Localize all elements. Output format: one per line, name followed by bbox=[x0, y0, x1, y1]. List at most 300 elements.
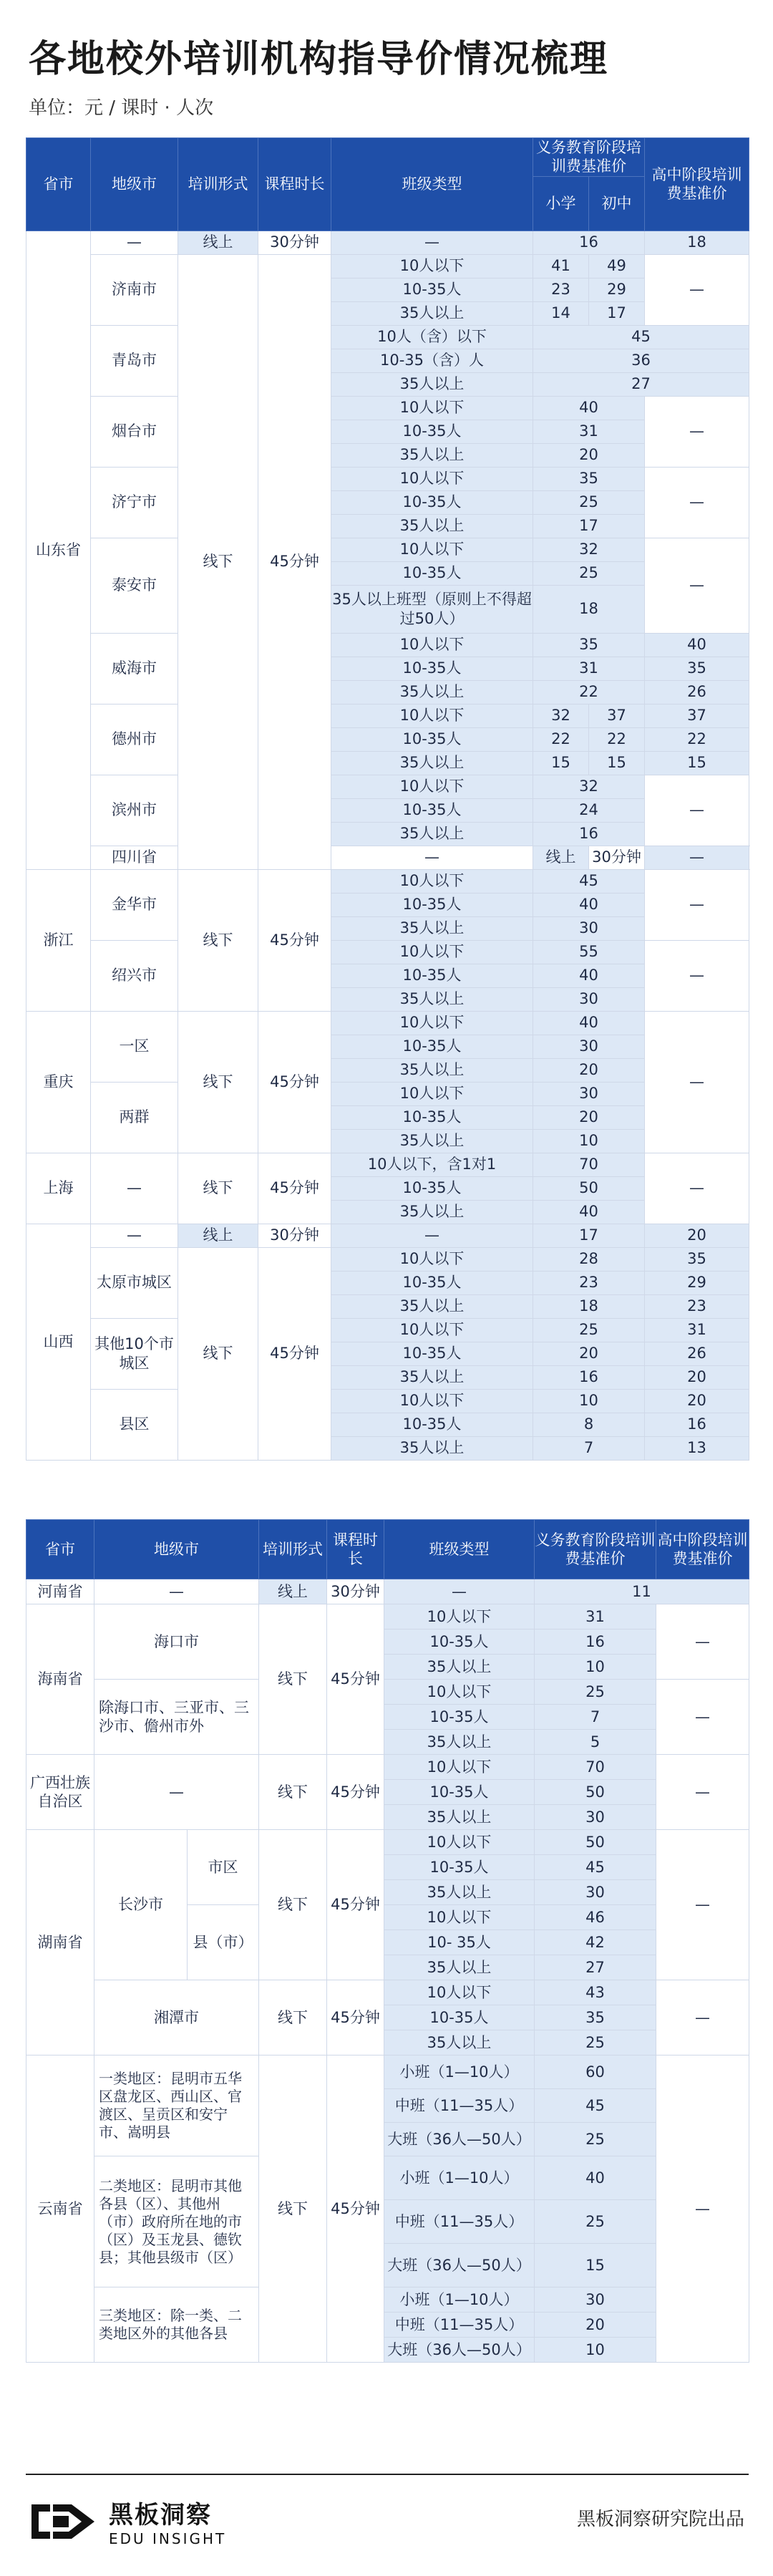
cell-city: 烟台市 bbox=[91, 396, 178, 467]
cell-value: 31 bbox=[645, 1318, 749, 1342]
brand-logo bbox=[29, 2495, 226, 2547]
cell-value: 40 bbox=[535, 2156, 656, 2200]
cell-class: 10人以下 bbox=[384, 1830, 535, 1855]
footer-divider bbox=[26, 2474, 749, 2475]
cell-city: 三类地区：除一类、二类地区外的其他各县 bbox=[94, 2287, 259, 2363]
cell-city: — bbox=[94, 1755, 259, 1830]
cell-class: 10人以下 bbox=[331, 633, 533, 657]
cell-class: 10人以下 bbox=[331, 775, 533, 798]
cell-class: 小班（1—10人） bbox=[384, 2156, 535, 2200]
cell-value: 28 bbox=[533, 1247, 645, 1271]
cell-value: 15 bbox=[533, 751, 589, 775]
cell-class: 35人以上 bbox=[384, 1805, 535, 1830]
cell-class: 10人以下 bbox=[331, 940, 533, 964]
cell-class: 10人以下 bbox=[331, 869, 533, 893]
cell-value: 10 bbox=[533, 1389, 645, 1413]
cell-value: 35 bbox=[645, 1247, 749, 1271]
cell-value: 16 bbox=[645, 1413, 749, 1436]
cell-value: 25 bbox=[533, 1318, 645, 1342]
cell-duration: 45分钟 bbox=[327, 1755, 384, 1830]
cell-value: 42 bbox=[535, 1930, 656, 1955]
cell-class: 10-35人 bbox=[331, 1176, 533, 1200]
cell-value: 35 bbox=[533, 467, 645, 490]
header-junior: 初中 bbox=[589, 176, 645, 231]
cell-province: 云南省 bbox=[26, 2056, 94, 2363]
cell-value: 20 bbox=[533, 1105, 645, 1129]
cell-class: 10-35人 bbox=[331, 798, 533, 822]
table-row bbox=[26, 940, 749, 964]
cell-form: 线下 bbox=[259, 1755, 327, 1830]
cell-city: 金华市 bbox=[91, 869, 178, 940]
cell-province: 湖南省 bbox=[26, 1830, 94, 2056]
cell-value: 17 bbox=[589, 301, 645, 325]
cell-value: 20 bbox=[645, 1365, 749, 1389]
cell-value: — bbox=[656, 1980, 749, 2056]
cell-value: 55 bbox=[533, 940, 645, 964]
cell-value: 15 bbox=[645, 751, 749, 775]
cell-class: 35人以上 bbox=[331, 1436, 533, 1460]
cell-value: 30 bbox=[535, 1880, 656, 1905]
cell-value: 43 bbox=[535, 1980, 656, 2005]
cell-class: 大班（36人—50人） bbox=[384, 2338, 535, 2363]
cell-value: 25 bbox=[535, 1680, 656, 1705]
cell-city: 一区 bbox=[91, 1011, 178, 1082]
cell-value: 31 bbox=[533, 657, 645, 680]
table-row bbox=[26, 1318, 749, 1342]
cell-value: 11 bbox=[535, 1579, 749, 1604]
cell-class: 35人以上 bbox=[384, 1955, 535, 1980]
header-senior: 高中阶段培训费基准价 bbox=[656, 1520, 749, 1579]
cell-value: 18 bbox=[533, 1294, 645, 1318]
cell-value: 37 bbox=[589, 704, 645, 727]
page-title: 各地校外培训机构指导价情况梳理 bbox=[29, 38, 609, 81]
cell-value: 37 bbox=[645, 704, 749, 727]
cell-value: 45 bbox=[535, 1855, 656, 1880]
cell-value: 17 bbox=[533, 1224, 645, 1247]
cell-city: 其他10个市城区 bbox=[91, 1318, 178, 1389]
table-row bbox=[26, 633, 749, 657]
cell-value: 32 bbox=[533, 538, 645, 561]
header-class-type: 班级类型 bbox=[331, 138, 533, 231]
table-row bbox=[26, 1980, 749, 2005]
cell-value: 45 bbox=[535, 2089, 656, 2123]
cell-class: 大班（36人—50人） bbox=[384, 2123, 535, 2156]
table-row bbox=[26, 1082, 749, 1105]
cell-class: 10人以下 bbox=[331, 254, 533, 278]
cell-city: 县区 bbox=[91, 1389, 178, 1460]
cell-class: 10人以下 bbox=[384, 1980, 535, 2005]
cell-class: 10人以下 bbox=[384, 1604, 535, 1630]
header-compulsory: 义务教育阶段培训费基准价 bbox=[535, 1520, 656, 1579]
cell-form: 线上 bbox=[259, 1579, 327, 1604]
cell-value: 22 bbox=[533, 727, 589, 751]
cell-value: 70 bbox=[535, 1755, 656, 1780]
cell-duration: 30分钟 bbox=[327, 1579, 384, 1604]
cell-duration: 45分钟 bbox=[258, 869, 331, 1011]
cell-value: 13 bbox=[645, 1436, 749, 1460]
cell-duration: 45分钟 bbox=[258, 1153, 331, 1224]
cell-class: 35人以上 bbox=[384, 2030, 535, 2056]
cell-class: 10-35人 bbox=[384, 1780, 535, 1805]
cell-class: 35人以上 bbox=[331, 751, 533, 775]
cell-class: 35人以上 bbox=[331, 680, 533, 704]
cell-value: — bbox=[656, 1604, 749, 1680]
cell-class: 10人以下 bbox=[331, 1082, 533, 1105]
cell-class: 10人以下 bbox=[331, 1011, 533, 1035]
table-row bbox=[26, 2056, 749, 2089]
cell-class: 10-35人 bbox=[331, 1105, 533, 1129]
header-form: 培训形式 bbox=[178, 138, 258, 231]
cell-value: 14 bbox=[533, 301, 589, 325]
cell-value: 30 bbox=[535, 1805, 656, 1830]
cell-value: 35 bbox=[645, 657, 749, 680]
cell-class: 大班（36人—50人） bbox=[384, 2244, 535, 2287]
credit-text: 黑板洞察研究院出品 bbox=[576, 2509, 744, 2530]
cell-class: 中班（11—35人） bbox=[384, 2089, 535, 2123]
cell-province: 重庆 bbox=[26, 1011, 91, 1153]
header-senior: 高中阶段培训费基准价 bbox=[645, 138, 749, 231]
cell-province: 四川省 bbox=[91, 846, 178, 869]
cell-value: 50 bbox=[533, 1176, 645, 1200]
cell-city: — bbox=[91, 1153, 178, 1224]
cell-value: — bbox=[645, 775, 749, 846]
cell-city: — bbox=[91, 1224, 178, 1247]
cell-class: 35人以上 bbox=[331, 1058, 533, 1082]
cell-value: 22 bbox=[589, 727, 645, 751]
cell-value: 49 bbox=[589, 254, 645, 278]
cell-class: 35人以上 bbox=[331, 514, 533, 538]
cell-class: 35人以上 bbox=[331, 1365, 533, 1389]
cell-value: 26 bbox=[645, 1342, 749, 1365]
table-row bbox=[26, 704, 749, 727]
cell-value: 30 bbox=[535, 2287, 656, 2313]
cell-value: 10 bbox=[535, 1655, 656, 1680]
cell-form: 线下 bbox=[178, 1247, 258, 1460]
header-province: 省市 bbox=[26, 138, 91, 231]
cell-value: — bbox=[656, 1755, 749, 1830]
cell-class: 35人以上 bbox=[384, 1880, 535, 1905]
cell-value: 60 bbox=[535, 2056, 656, 2089]
cell-class: 10人以下 bbox=[331, 704, 533, 727]
header-city: 地级市 bbox=[91, 138, 178, 231]
table-row bbox=[26, 1830, 749, 1855]
table-row bbox=[26, 1153, 749, 1176]
cell-class: — bbox=[645, 846, 749, 869]
cell-class: 10-35人 bbox=[331, 561, 533, 585]
cell-duration: 45分钟 bbox=[258, 254, 331, 869]
table-row bbox=[26, 2287, 749, 2313]
cell-value: 36 bbox=[533, 349, 749, 372]
cell-value: — bbox=[645, 1011, 749, 1153]
cell-city: 长沙市 bbox=[94, 1830, 188, 1980]
cell-duration: 45分钟 bbox=[327, 1604, 384, 1755]
cell-city: — bbox=[331, 846, 533, 869]
logo-name-cn: 黑板洞察 bbox=[109, 2501, 212, 2529]
cell-value: 20 bbox=[533, 1058, 645, 1082]
table-row bbox=[26, 1224, 749, 1247]
cell-class: — bbox=[331, 1224, 533, 1247]
table-row bbox=[26, 1389, 749, 1413]
table-row bbox=[26, 231, 749, 254]
cell-city: 滨州市 bbox=[91, 775, 178, 846]
cell-value: 15 bbox=[535, 2244, 656, 2287]
cell-value: 32 bbox=[533, 704, 589, 727]
cell-value: 7 bbox=[533, 1436, 645, 1460]
cell-class: 10人以下 bbox=[331, 467, 533, 490]
cell-city: 二类地区：昆明市其他各县（区）、其他州（市）政府所在地的市（区）及玉龙县、德钦县；其他县级市（区） bbox=[94, 2156, 259, 2287]
cell-value: 40 bbox=[533, 1011, 645, 1035]
table-header-row bbox=[26, 138, 749, 177]
cell-class: 小班（1—10人） bbox=[384, 2287, 535, 2313]
cell-duration: 45分钟 bbox=[327, 1980, 384, 2056]
logo-name-en: EDU INSIGHT bbox=[109, 2530, 227, 2547]
table-row bbox=[26, 1680, 749, 1705]
cell-value: 23 bbox=[533, 1271, 645, 1294]
cell-class: 35人以上 bbox=[331, 916, 533, 940]
cell-class: 35人以上 bbox=[331, 301, 533, 325]
cell-value: 16 bbox=[535, 1630, 656, 1655]
cell-value: — bbox=[645, 869, 749, 940]
cell-form: 线下 bbox=[259, 1830, 327, 1980]
cell-city: — bbox=[91, 231, 178, 254]
cell-value: 27 bbox=[535, 1955, 656, 1980]
price-table-2 bbox=[26, 1519, 749, 2363]
cell-form: 线下 bbox=[178, 1153, 258, 1224]
cell-value: — bbox=[645, 538, 749, 633]
cell-value: 30 bbox=[533, 1035, 645, 1058]
cell-city: 济宁市 bbox=[91, 467, 178, 538]
header-province: 省市 bbox=[26, 1520, 94, 1579]
cell-value: 20 bbox=[535, 2313, 656, 2338]
cell-class: 10-35人 bbox=[331, 657, 533, 680]
table-row bbox=[26, 467, 749, 490]
cell-district: 市区 bbox=[188, 1830, 259, 1905]
cell-province: 浙江 bbox=[26, 869, 91, 1011]
cell-city: 威海市 bbox=[91, 633, 178, 704]
table-row bbox=[26, 1247, 749, 1271]
cell-value: 35 bbox=[535, 2005, 656, 2030]
cell-class: 10-35（含）人 bbox=[331, 349, 533, 372]
cell-value: 41 bbox=[533, 254, 589, 278]
cell-duration: 45分钟 bbox=[327, 1830, 384, 1980]
table-row bbox=[26, 396, 749, 420]
cell-class: 10人以下 bbox=[384, 1905, 535, 1930]
cell-value: 10 bbox=[535, 2338, 656, 2363]
cell-class: 35人以上 bbox=[331, 1129, 533, 1153]
cell-province: 上海 bbox=[26, 1153, 91, 1224]
cell-class: — bbox=[384, 1579, 535, 1604]
cell-form: 线下 bbox=[178, 254, 258, 869]
cell-class: 10-35人 bbox=[384, 1855, 535, 1880]
cell-form: 线下 bbox=[259, 1980, 327, 2056]
cell-duration: 45分钟 bbox=[327, 2056, 384, 2363]
cell-city: 除海口市、三亚市、三沙市、儋州市外 bbox=[94, 1680, 259, 1755]
table-row bbox=[26, 2156, 749, 2200]
cell-city: 绍兴市 bbox=[91, 940, 178, 1011]
header-form: 培训形式 bbox=[259, 1520, 327, 1579]
cell-value: 16 bbox=[533, 1365, 645, 1389]
cell-city: 德州市 bbox=[91, 704, 178, 775]
cell-form: 线下 bbox=[259, 2056, 327, 2363]
table-row bbox=[26, 538, 749, 561]
cell-value: — bbox=[656, 1830, 749, 1980]
cell-value: — bbox=[645, 940, 749, 1011]
cell-value: 40 bbox=[533, 1200, 645, 1224]
cell-form: 线上 bbox=[178, 1224, 258, 1247]
cell-class: 10-35人 bbox=[331, 420, 533, 443]
cell-city: 泰安市 bbox=[91, 538, 178, 633]
cell-duration: 30分钟 bbox=[589, 846, 645, 869]
cell-value: 25 bbox=[533, 490, 645, 514]
cell-class: 中班（11—35人） bbox=[384, 2200, 535, 2244]
table-row bbox=[26, 1579, 749, 1604]
cell-class: 10人以下 bbox=[331, 396, 533, 420]
cell-form: 线上 bbox=[178, 231, 258, 254]
cell-value: 31 bbox=[533, 420, 645, 443]
price-table-1 bbox=[26, 137, 749, 1461]
cell-form: 线下 bbox=[259, 1604, 327, 1755]
cell-value: 17 bbox=[533, 514, 645, 538]
table-row bbox=[26, 775, 749, 798]
cell-city: — bbox=[94, 1579, 259, 1604]
cell-city: 两群 bbox=[91, 1082, 178, 1153]
cell-form: 线下 bbox=[178, 869, 258, 1011]
header-duration: 课程时长 bbox=[258, 138, 331, 231]
cell-value: 25 bbox=[533, 561, 645, 585]
cell-value: 22 bbox=[645, 727, 749, 751]
cell-value: 22 bbox=[533, 680, 645, 704]
cell-district: 县（市） bbox=[188, 1905, 259, 1980]
cell-duration: 30分钟 bbox=[258, 231, 331, 254]
cell-value: 46 bbox=[535, 1905, 656, 1930]
cell-class: 10人以下 bbox=[331, 538, 533, 561]
cell-class: 35人以上 bbox=[331, 822, 533, 846]
table-row bbox=[26, 1604, 749, 1630]
cell-class: 10人以下，含1对1 bbox=[331, 1153, 533, 1176]
cell-value: 7 bbox=[535, 1705, 656, 1730]
logo-icon bbox=[29, 2500, 97, 2543]
table-row bbox=[26, 1011, 749, 1035]
cell-province: 山西 bbox=[26, 1224, 91, 1460]
table-header-row bbox=[26, 1520, 749, 1579]
cell-class: 35人以上 bbox=[331, 372, 533, 396]
cell-city: 青岛市 bbox=[91, 325, 178, 396]
cell-value: 23 bbox=[533, 278, 589, 301]
cell-class: 35人以上 bbox=[331, 443, 533, 467]
cell-value: 29 bbox=[589, 278, 645, 301]
cell-value: 20 bbox=[533, 443, 645, 467]
cell-value: — bbox=[645, 467, 749, 538]
cell-value: 26 bbox=[645, 680, 749, 704]
cell-value: 5 bbox=[535, 1730, 656, 1755]
table-row bbox=[26, 325, 749, 349]
cell-value: 27 bbox=[533, 372, 749, 396]
cell-value: 30 bbox=[533, 916, 645, 940]
table-row bbox=[26, 846, 749, 869]
cell-value: 32 bbox=[533, 775, 645, 798]
cell-class: 10-35人 bbox=[331, 727, 533, 751]
cell-value: 29 bbox=[645, 1271, 749, 1294]
cell-class: 10人以下 bbox=[331, 1389, 533, 1413]
cell-class: 35人以上班型（原则上不得超过50人） bbox=[331, 585, 533, 633]
cell-value: 35 bbox=[533, 633, 645, 657]
cell-value: 23 bbox=[645, 1294, 749, 1318]
cell-class: 35人以上 bbox=[331, 1200, 533, 1224]
cell-class: — bbox=[331, 231, 533, 254]
cell-province: 山东省 bbox=[26, 231, 91, 869]
cell-value: 45 bbox=[533, 869, 645, 893]
cell-duration: 30分钟 bbox=[258, 1224, 331, 1247]
unit-note: 单位：元 / 课时 · 人次 bbox=[29, 97, 214, 119]
cell-class: 35人以上 bbox=[384, 1730, 535, 1755]
table-row bbox=[26, 254, 749, 278]
cell-province: 海南省 bbox=[26, 1604, 94, 1755]
cell-class: 10-35人 bbox=[384, 2005, 535, 2030]
header-duration: 课程时长 bbox=[327, 1520, 384, 1579]
cell-class: 10-35人 bbox=[331, 1035, 533, 1058]
cell-class: 10人以下 bbox=[331, 1247, 533, 1271]
cell-class: 10-35人 bbox=[384, 1705, 535, 1730]
cell-value: 50 bbox=[535, 1830, 656, 1855]
cell-class: 10-35人 bbox=[331, 278, 533, 301]
cell-value: 25 bbox=[535, 2030, 656, 2056]
cell-value: 8 bbox=[533, 1413, 645, 1436]
cell-class: 中班（11—35人） bbox=[384, 2313, 535, 2338]
cell-value: 18 bbox=[645, 231, 749, 254]
cell-duration: 45分钟 bbox=[258, 1247, 331, 1460]
cell-value: 31 bbox=[535, 1604, 656, 1630]
cell-class: 10-35人 bbox=[331, 1413, 533, 1436]
cell-class: 10- 35人 bbox=[384, 1930, 535, 1955]
cell-province: 广西壮族自治区 bbox=[26, 1755, 94, 1830]
cell-class: 10-35人 bbox=[331, 893, 533, 916]
cell-city: 湘潭市 bbox=[94, 1980, 259, 2056]
cell-class: 10-35人 bbox=[331, 490, 533, 514]
cell-value: 70 bbox=[533, 1153, 645, 1176]
cell-form: 线上 bbox=[533, 846, 589, 869]
cell-city: 太原市城区 bbox=[91, 1247, 178, 1318]
cell-city: 海口市 bbox=[94, 1604, 259, 1680]
cell-value: 45 bbox=[533, 325, 749, 349]
cell-value: 10 bbox=[533, 1129, 645, 1153]
cell-value: 24 bbox=[533, 798, 645, 822]
header-compulsory: 义务教育阶段培训费基准价 bbox=[533, 138, 645, 177]
cell-value: 30 bbox=[533, 1082, 645, 1105]
cell-value: 15 bbox=[589, 751, 645, 775]
cell-value: 40 bbox=[533, 893, 645, 916]
cell-value: 50 bbox=[535, 1780, 656, 1805]
cell-value: 18 bbox=[533, 585, 645, 633]
cell-value: 16 bbox=[533, 822, 645, 846]
cell-value: — bbox=[645, 1153, 749, 1224]
cell-class: 10人以下 bbox=[331, 1318, 533, 1342]
cell-value: 40 bbox=[533, 396, 645, 420]
cell-class: 10人以下 bbox=[384, 1680, 535, 1705]
cell-province: 河南省 bbox=[26, 1579, 94, 1604]
cell-value: 16 bbox=[533, 231, 645, 254]
cell-value: — bbox=[645, 254, 749, 325]
cell-value: — bbox=[645, 396, 749, 467]
cell-class: 10-35人 bbox=[331, 1342, 533, 1365]
header-city: 地级市 bbox=[94, 1520, 259, 1579]
cell-value: 30 bbox=[533, 987, 645, 1011]
cell-duration: 45分钟 bbox=[258, 1011, 331, 1153]
cell-class: 10人（含）以下 bbox=[331, 325, 533, 349]
cell-value: — bbox=[656, 2056, 749, 2363]
cell-class: 10-35人 bbox=[384, 1630, 535, 1655]
cell-value: 20 bbox=[645, 1389, 749, 1413]
cell-city: 济南市 bbox=[91, 254, 178, 325]
